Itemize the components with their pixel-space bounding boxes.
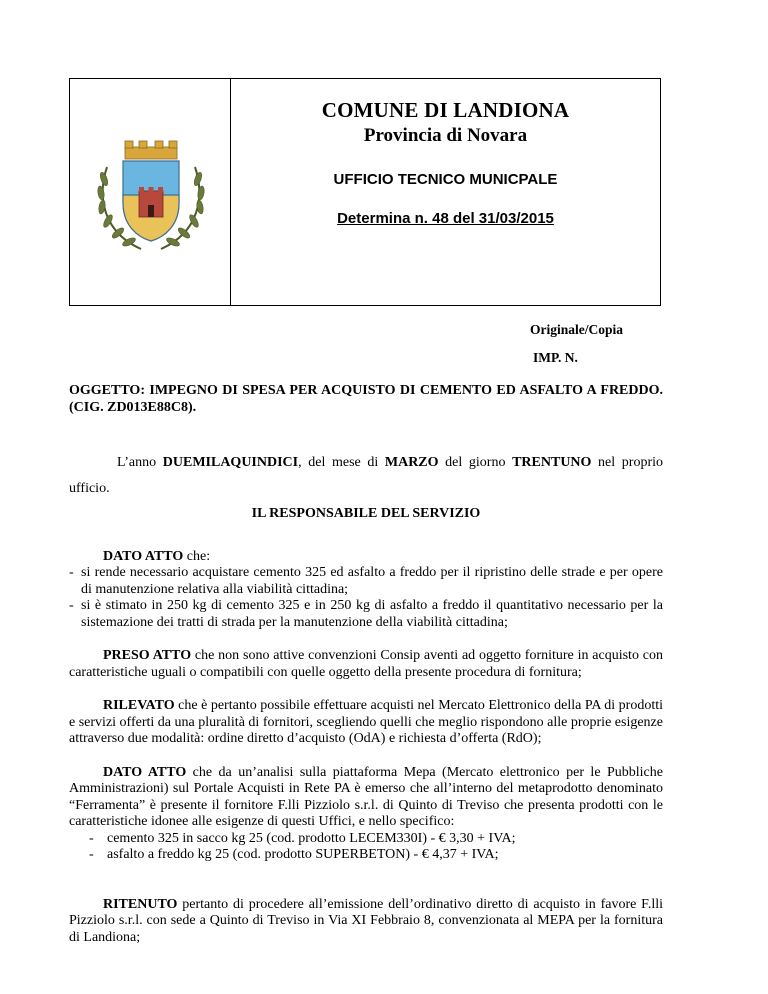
determina-number: Determina n. 48 del 31/03/2015 xyxy=(337,210,554,227)
title-cell xyxy=(231,79,660,305)
list-item: - cemento 325 in sacco kg 25 (cod. prodotto LECEM330I) - € 3,30 + IVA; xyxy=(89,831,663,848)
dato-atto-2-list xyxy=(69,831,663,864)
document-body xyxy=(69,383,663,946)
ufficio-label: UFFICIO TECNICO MUNICPALE xyxy=(333,171,558,188)
rilevato-paragraph: RILEVATO che è pertanto possibile effettuare acquisti nel Mercato Elettronico della PA di prodotti e servizi offerti da una pluralità di fornitori, scegliendo quelli che meglio rispondono alle proprie esigenze attraverso due modalità: ordine diretto d’acquisto (OdA) e richiesta d’offerta (RdO); xyxy=(69,698,663,746)
intro-paragraph: L’anno DUEMILAQUINDICI, del mese di MARZO del giorno TRENTUNO nel proprio ufficio. xyxy=(69,455,663,496)
responsabile-heading: IL RESPONSABILE DEL SERVIZIO xyxy=(251,506,481,521)
crest-cell xyxy=(70,79,231,305)
coat-of-arms-icon xyxy=(89,137,213,257)
preso-atto-paragraph: PRESO ATTO che non sono attive convenzioni Consip aventi ad oggetto forniture in acquisto con caratteristiche uguali o compatibili con quelle oggetto della presente procedura di fornitura; xyxy=(69,648,663,680)
provincia-subtitle: Provincia di Novara xyxy=(363,125,528,146)
list-item: - asfalto a freddo kg 25 (cod. prodotto SUPERBETON) - € 4,37 + IVA; xyxy=(89,847,663,864)
originale-copia-label: Originale/Copia xyxy=(530,322,624,337)
list-item: - si rende necessario acquistare cemento 325 ed asfalto a freddo per il ripristino delle strade e per opere di manutenzione relativa alla viabilità cittadina; xyxy=(69,565,663,598)
dato-atto-2-paragraph: DATO ATTO che da un’analisi sulla piattaforma Mepa (Mercato elettronico per le Pubbliche Amministrazioni) sul Portale Acquisti in Rete PA è emerso che all’interno del metaprodotto denominato “Ferramenta” è presente il fornitore F.lli Pizziolo s.r.l. di Quinto di Treviso che presenta prodotti con le caratteristiche idonee alle esigenze di questi Uffici, e nello specifico: xyxy=(69,764,663,829)
ritenuto-paragraph: RITENUTO pertanto di procedere all’emissione dell’ordinativo diretto di acquisto in favore F.lli Pizziolo s.r.l. con sede a Quinto di Treviso in Via XI Febbraio 8, convenzionata al MEPA per la fornitura di Landiona; xyxy=(69,896,663,945)
dato-atto-1-list xyxy=(69,565,663,631)
dato-atto-1-lead: DATO ATTO che: xyxy=(103,548,211,564)
header-box xyxy=(69,78,661,306)
list-item: - si è stimato in 250 kg di cemento 325 e in 250 kg di asfalto a freddo il quantitativo necessario per la sistemazione dei tratti di strada per la manutenzione della viabilità cittadina; xyxy=(69,598,663,631)
oggetto-paragraph: OGGETTO: IMPEGNO DI SPESA PER ACQUISTO DI CEMENTO ED ASFALTO A FREDDO. (CIG. ZD013E88C8). xyxy=(69,383,663,415)
comune-title: COMUNE DI LANDIONA xyxy=(321,98,570,122)
imp-label: IMP. N. xyxy=(533,350,578,365)
